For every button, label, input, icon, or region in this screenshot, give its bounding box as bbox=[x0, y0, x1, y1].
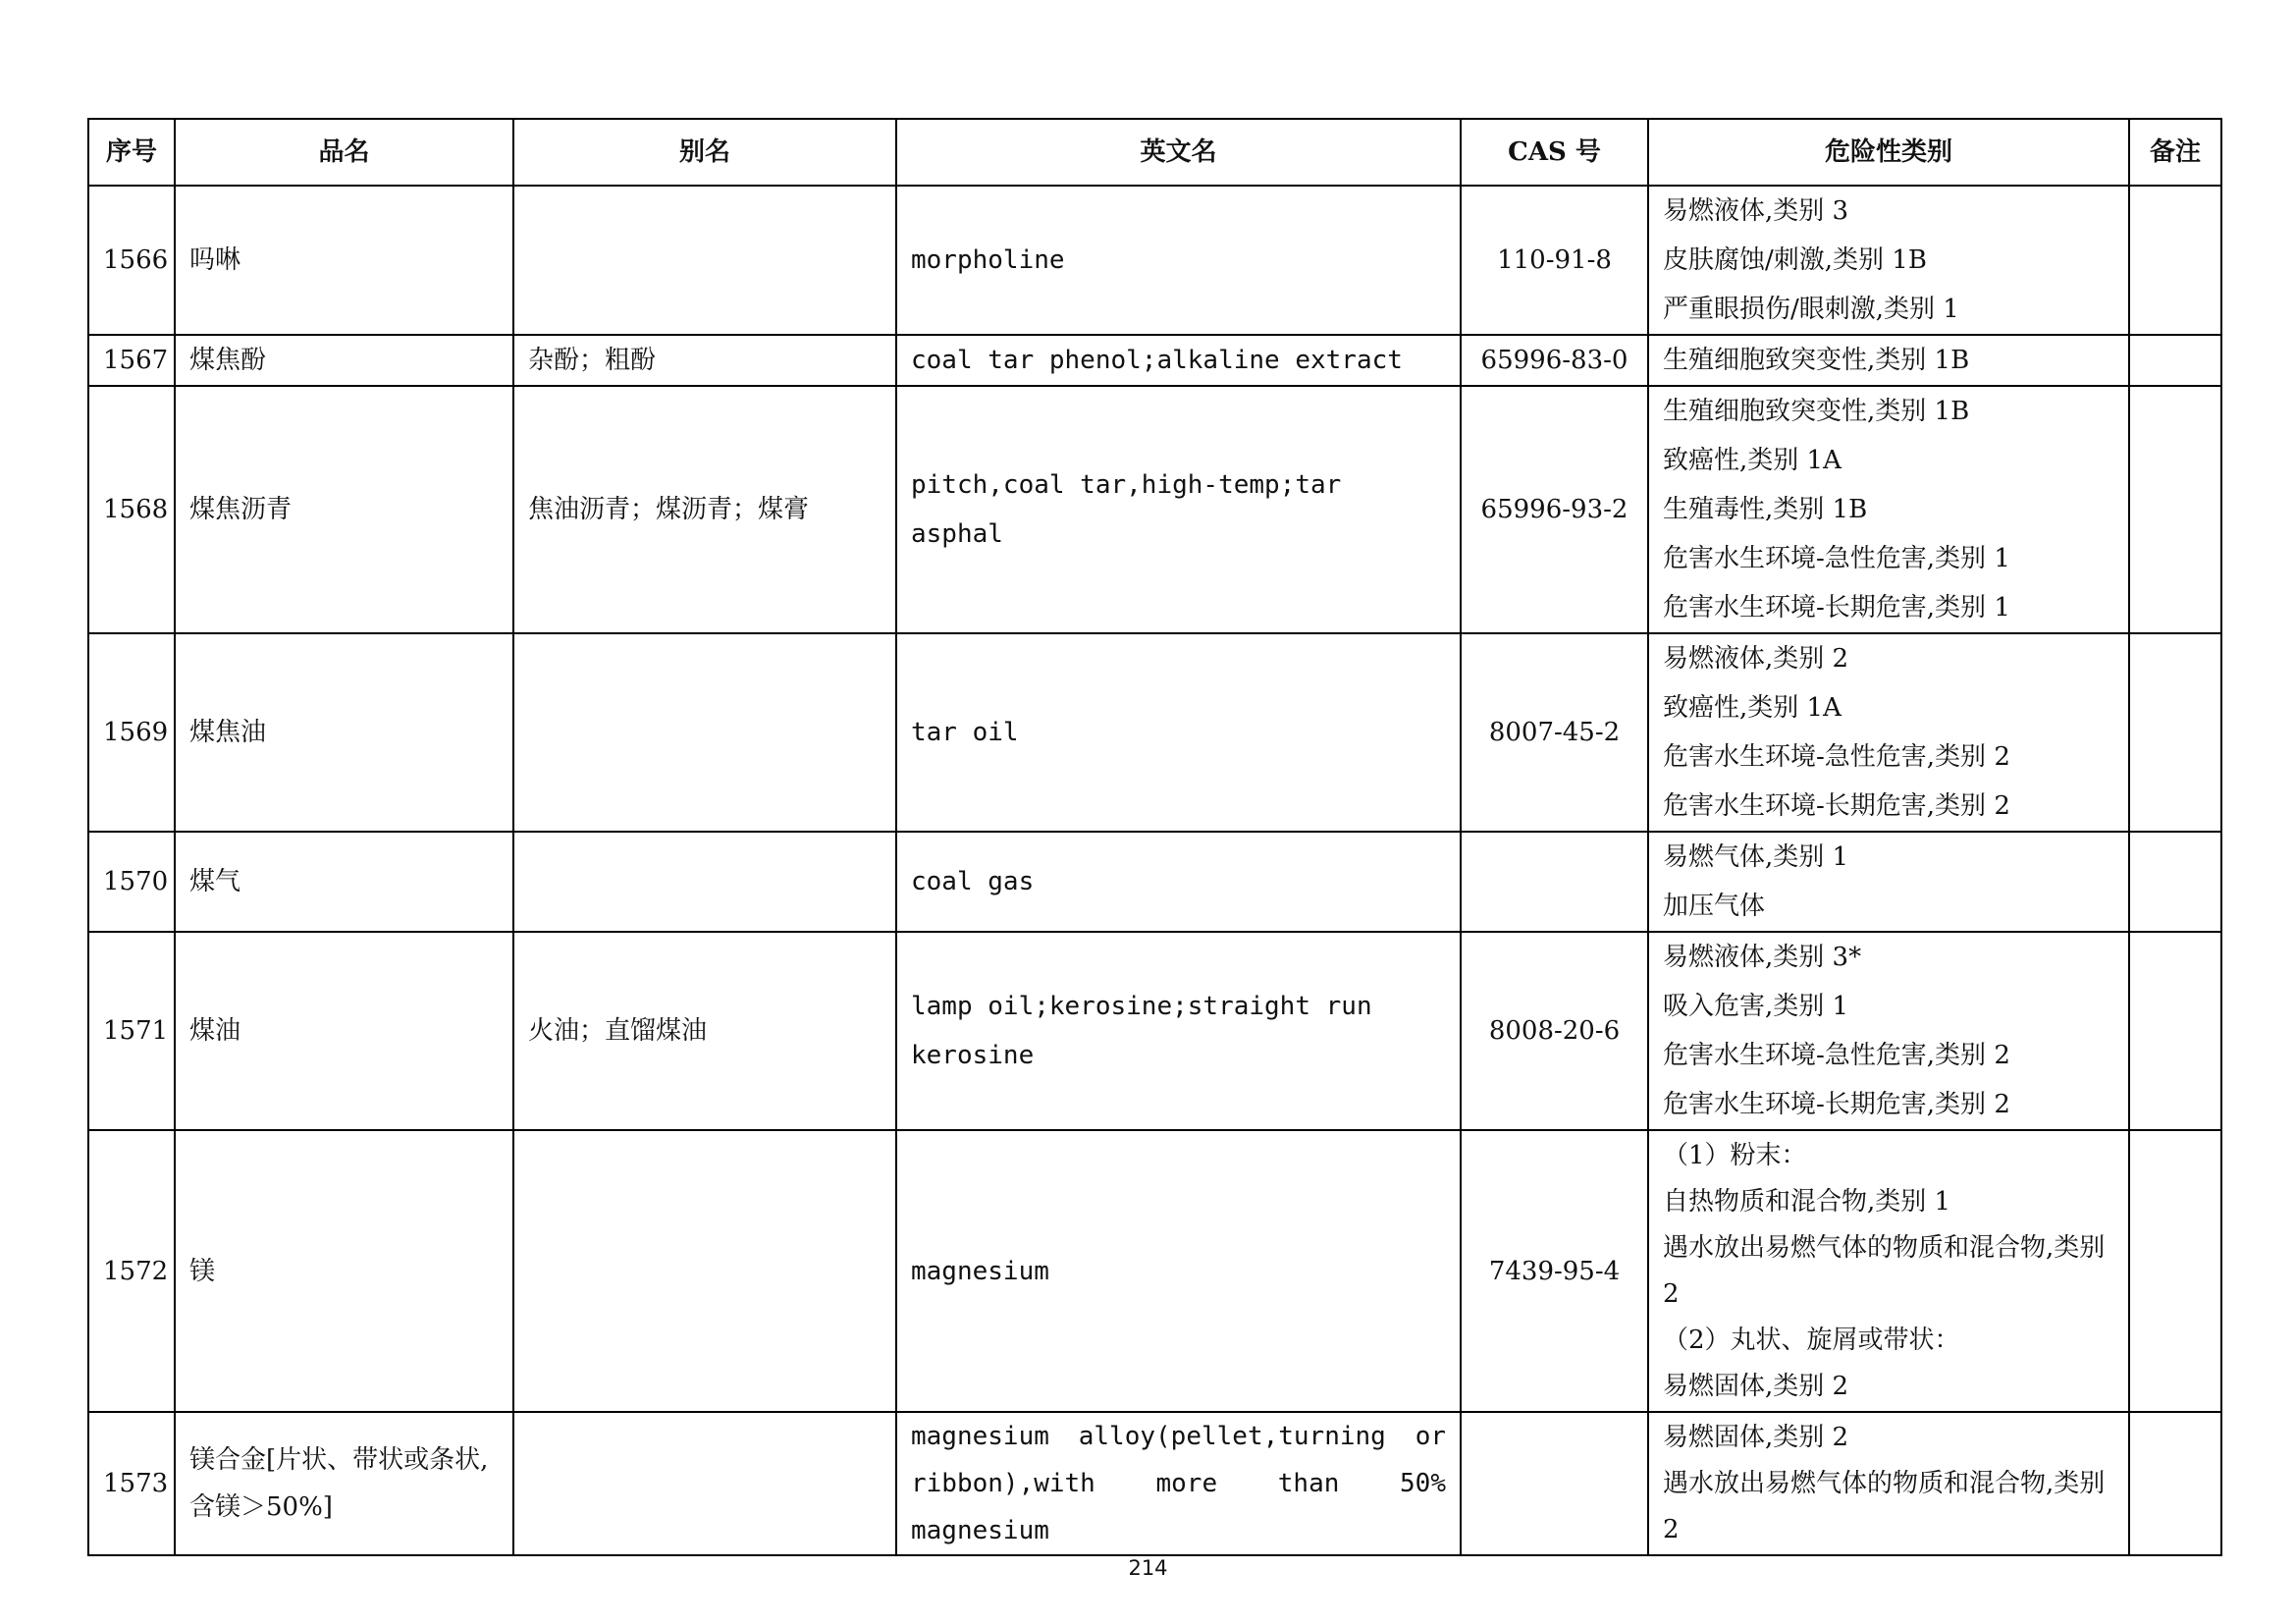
hazard-class-line: 危害水生环境-长期危害,类别 2 bbox=[1663, 791, 2010, 821]
product-name: 煤气 bbox=[175, 832, 513, 932]
hazard-class-line: 危害水生环境-急性危害,类别 2 bbox=[1663, 1041, 2010, 1070]
header-serial-number: 序号 bbox=[88, 119, 175, 186]
alias: 焦油沥青；煤沥青；煤膏 bbox=[513, 386, 896, 633]
serial-number: 1571 bbox=[88, 932, 175, 1130]
table-row bbox=[88, 335, 2221, 386]
cas-number bbox=[1461, 832, 1648, 932]
product-name: 煤油 bbox=[175, 932, 513, 1130]
serial-number: 1573 bbox=[88, 1412, 175, 1555]
alias: 杂酚；粗酚 bbox=[513, 335, 896, 386]
hazard-class-line: （2）丸状、旋屑或带状： bbox=[1663, 1325, 1960, 1355]
hazard-classes bbox=[1648, 633, 2129, 832]
hazard-class-line: 生殖毒性,类别 1B bbox=[1663, 495, 1868, 524]
remark bbox=[2129, 335, 2221, 386]
hazard-classes bbox=[1648, 1412, 2129, 1555]
english-name: morpholine bbox=[896, 186, 1461, 335]
alias bbox=[513, 1412, 896, 1555]
cas-number bbox=[1461, 1412, 1648, 1555]
english-name: tar oil bbox=[896, 633, 1461, 832]
serial-number: 1572 bbox=[88, 1130, 175, 1412]
header-remarks: 备注 bbox=[2129, 119, 2221, 186]
hazard-class-line: 遇水放出易燃气体的物质和混合物,类别 2 bbox=[1663, 1468, 2106, 1544]
hazard-class-line: 吸入危害,类别 1 bbox=[1663, 992, 1849, 1021]
header-alias: 别名 bbox=[513, 119, 896, 186]
hazard-class-line: 严重眼损伤/眼刺激,类别 1 bbox=[1663, 295, 1959, 324]
cas-number: 65996-93-2 bbox=[1461, 386, 1648, 633]
english-name: magnesium alloy(pellet,turning or ribbon),with more than 50% magnesium bbox=[896, 1412, 1461, 1555]
cas-number: 7439-95-4 bbox=[1461, 1130, 1648, 1412]
remark bbox=[2129, 633, 2221, 832]
remark bbox=[2129, 832, 2221, 932]
alias bbox=[513, 1130, 896, 1412]
hazard-classes bbox=[1648, 186, 2129, 335]
hazard-class-line: 易燃液体,类别 3* bbox=[1663, 943, 1862, 972]
hazard-classes bbox=[1648, 1130, 2129, 1412]
table-row bbox=[88, 186, 2221, 335]
hazard-class-line: 易燃固体,类别 2 bbox=[1663, 1371, 1849, 1401]
serial-number: 1570 bbox=[88, 832, 175, 932]
table-row bbox=[88, 1130, 2221, 1412]
table-row bbox=[88, 832, 2221, 932]
remark bbox=[2129, 386, 2221, 633]
alias bbox=[513, 832, 896, 932]
hazard-class-line: 危害水生环境-急性危害,类别 1 bbox=[1663, 544, 2010, 573]
cas-number: 65996-83-0 bbox=[1461, 335, 1648, 386]
cas-number: 8007-45-2 bbox=[1461, 633, 1648, 832]
hazard-classes bbox=[1648, 832, 2129, 932]
english-name: coal tar phenol;alkaline extract bbox=[896, 335, 1461, 386]
hazard-class-line: 易燃气体,类别 1 bbox=[1663, 842, 1849, 872]
page-number: 214 bbox=[1128, 1556, 1168, 1580]
product-name: 煤焦沥青 bbox=[175, 386, 513, 633]
hazard-class-line: 皮肤腐蚀/刺激,类别 1B bbox=[1663, 245, 1927, 275]
serial-number: 1569 bbox=[88, 633, 175, 832]
hazardous-chemicals-table bbox=[87, 118, 2222, 1556]
hazard-class-line: 易燃固体,类别 2 bbox=[1663, 1422, 1849, 1452]
product-name: 吗啉 bbox=[175, 186, 513, 335]
hazard-class-line: 易燃液体,类别 2 bbox=[1663, 644, 1849, 674]
remark bbox=[2129, 932, 2221, 1130]
hazard-class-line: 遇水放出易燃气体的物质和混合物,类别 2 bbox=[1663, 1232, 2106, 1309]
hazard-class-line: 危害水生环境-长期危害,类别 1 bbox=[1663, 593, 2010, 623]
serial-number: 1566 bbox=[88, 186, 175, 335]
table-header-row bbox=[88, 119, 2221, 186]
header-cas-number: CAS 号 bbox=[1461, 119, 1648, 186]
table-row bbox=[88, 932, 2221, 1130]
hazard-class-line: 危害水生环境-长期危害,类别 2 bbox=[1663, 1090, 2010, 1119]
serial-number: 1568 bbox=[88, 386, 175, 633]
header-product-name: 品名 bbox=[175, 119, 513, 186]
header-hazard-class: 危险性类别 bbox=[1648, 119, 2129, 186]
hazard-classes bbox=[1648, 386, 2129, 633]
english-name: magnesium bbox=[896, 1130, 1461, 1412]
alias bbox=[513, 186, 896, 335]
hazard-class-line: 自热物质和混合物,类别 1 bbox=[1663, 1186, 1951, 1217]
table-row bbox=[88, 386, 2221, 633]
alias bbox=[513, 633, 896, 832]
hazard-class-line: 致癌性,类别 1A bbox=[1663, 446, 1842, 475]
english-name: pitch,coal tar,high-temp;tar asphal bbox=[896, 386, 1461, 633]
product-name: 煤焦酚 bbox=[175, 335, 513, 386]
english-name: lamp oil;kerosine;straight run kerosine bbox=[896, 932, 1461, 1130]
table-row bbox=[88, 633, 2221, 832]
hazard-class-line: （1）粉末： bbox=[1663, 1140, 1807, 1170]
remark bbox=[2129, 186, 2221, 335]
hazard-class-line: 加压气体 bbox=[1663, 892, 1766, 921]
hazard-class-line: 易燃液体,类别 3 bbox=[1663, 196, 1849, 226]
hazard-class-line: 致癌性,类别 1A bbox=[1663, 693, 1842, 723]
remark bbox=[2129, 1130, 2221, 1412]
remark bbox=[2129, 1412, 2221, 1555]
cas-number: 8008-20-6 bbox=[1461, 932, 1648, 1130]
serial-number: 1567 bbox=[88, 335, 175, 386]
product-name: 镁 bbox=[175, 1130, 513, 1412]
table-row bbox=[88, 1412, 2221, 1555]
product-name: 煤焦油 bbox=[175, 633, 513, 832]
hazard-classes bbox=[1648, 335, 2129, 386]
alias: 火油；直馏煤油 bbox=[513, 932, 896, 1130]
hazard-classes bbox=[1648, 932, 2129, 1130]
header-english-name: 英文名 bbox=[896, 119, 1461, 186]
hazard-class-line: 生殖细胞致突变性,类别 1B bbox=[1663, 397, 1970, 426]
product-name: 镁合金[片状、带状或条状,含镁＞50%] bbox=[175, 1412, 513, 1555]
cas-number: 110-91-8 bbox=[1461, 186, 1648, 335]
hazard-class-line: 危害水生环境-急性危害,类别 2 bbox=[1663, 742, 2010, 772]
hazard-class-line: 生殖细胞致突变性,类别 1B bbox=[1663, 346, 1970, 375]
english-name: coal gas bbox=[896, 832, 1461, 932]
